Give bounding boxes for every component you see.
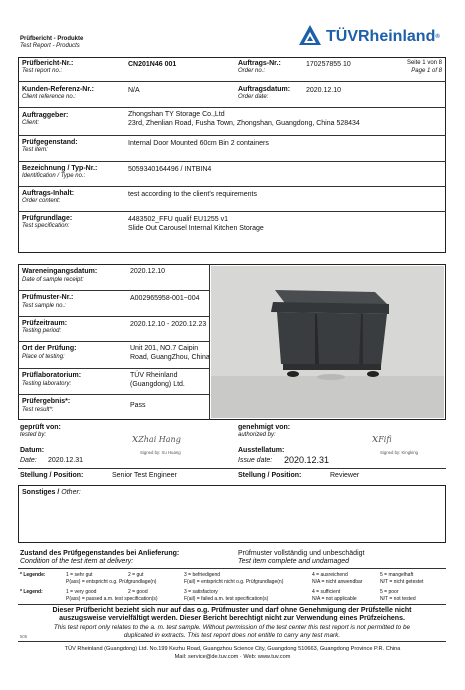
legend-item: 4 = sufficient <box>312 589 341 595</box>
legend-item: 3 = satisfactory <box>184 589 218 595</box>
place-value-2: Road, GuangZhou, China <box>130 354 210 361</box>
legend-item: 2 = gut <box>128 572 144 578</box>
legend-item: F(ail) = entspricht nicht o.g. Prüfgrundlage(n) <box>184 579 284 585</box>
legend-label-de: * Legende: <box>20 572 46 578</box>
tested-by-label: geprüft von: <box>20 424 61 431</box>
title-en: Test Report - Products <box>20 43 80 49</box>
legend-item: N/A = not applicable <box>312 596 357 602</box>
order-date-value: 2020.12.10 <box>306 87 342 94</box>
footer-address: TÜV Rheinland (Guangdong) Ltd. No.199 Kezhu Road, Guangzhou Science City, Guangdong 510663, Guangdong Province P.R. China <box>64 646 401 652</box>
disclaimer-de-2: auszugsweise vervielfältigt werden. Dieser Bericht berechtigt nicht zur Verwendung eines Prüfzeichens. <box>59 615 405 622</box>
sample-label-en: Test sample no.: <box>22 303 66 309</box>
authorized-signature: xFifi <box>372 432 392 445</box>
order-no-value: 170257855 10 <box>306 61 351 68</box>
authorized-by-label-en: authorized by: <box>238 432 276 438</box>
issue-date-label: Ausstellatum: <box>238 447 285 454</box>
client-address: 23rd, Zhenlian Road, Fusha Town, Zhongshan, Guangdong, China 528434 <box>128 120 360 127</box>
ident-value: 5059340164496 / INTBIN4 <box>128 166 212 173</box>
issue-date-label-en: Issue date: <box>238 457 273 464</box>
legend-item: 5 = poor <box>380 589 399 595</box>
tested-signature: xZhai Hang <box>132 432 181 445</box>
date-value: 2020.12.31 <box>48 457 84 464</box>
disclaimer-en-1: This test report only relates to the a. m. test sample. Without permission of the test center this test report is not permitted to be <box>53 624 411 631</box>
spec-value-1: 4483502_FFU qualif EU1255 v1 <box>128 216 229 223</box>
issue-date-value: 2020.12.31 <box>284 455 330 465</box>
title-de: Prüfbericht - Produkte <box>20 36 84 42</box>
content-label: Auftrags-Inhalt: <box>22 190 75 197</box>
content-value: test according to the client's requirements <box>128 191 257 198</box>
receipt-label: Wareneingangsdatum: <box>22 268 98 275</box>
place-value-1: Unit 201, NO.7 Caipin <box>130 345 199 352</box>
legend-item: N/A = nicht anwendbar <box>312 579 363 585</box>
product-photo <box>211 266 444 418</box>
condition-label-en: Condition of the test item at delivery: <box>20 558 134 565</box>
disclaimer-en-2: duplicated in extracts. This test report does not entitle to carry any test mark. <box>123 632 341 639</box>
disclaimer-de-1: Dieser Prüfbericht bezieht sich nur auf das o.g. Prüfmuster und darf ohne Genehmigung der Prüfstelle nicht <box>52 607 412 614</box>
lab-label-en: Testing laboratory: <box>22 381 72 387</box>
form-code: 505 <box>20 634 28 639</box>
lab-value-1: TÜV Rheinland <box>130 372 178 379</box>
place-label: Ort der Prüfung: <box>22 345 77 352</box>
legend-item: 3 = befriedigend <box>184 572 221 578</box>
tested-signature-caption: Signed by: Xu Huang <box>140 450 181 455</box>
sample-label: Prüfmuster-Nr.: <box>22 294 74 301</box>
position-value-2: Reviewer <box>330 472 360 479</box>
content-label-en: Order content: <box>22 198 61 204</box>
period-value: 2020.12.10 - 2020.12.23 <box>130 321 207 328</box>
test-item-value: Internal Door Mounted 60cm Bin 2 containers <box>128 140 269 147</box>
test-item-label: Prüfgegenstand: <box>22 139 78 146</box>
test-item-label-en: Test item: <box>22 147 48 153</box>
position-value: Senior Test Engineer <box>112 472 177 479</box>
logo-text: TÜVRheinland® <box>326 28 440 45</box>
result-label-en: Test result*: <box>22 407 54 413</box>
receipt-value: 2020.12.10 <box>130 268 166 275</box>
legend-item: N/T = not tested <box>380 596 416 602</box>
legend-item: F(ail) = failed a.m. test specification(s) <box>184 596 269 602</box>
lab-label: Prüflaboratorium: <box>22 372 82 379</box>
legend-item: 1 = very good <box>66 589 97 595</box>
result-value: Pass <box>130 402 146 409</box>
place-label-en: Place of testing: <box>22 354 65 360</box>
period-label-en: Testing period: <box>22 328 62 334</box>
period-label: Prüfzeitraum: <box>22 320 68 327</box>
legend-item: P(ass) = passed a.m. test specification(s) <box>66 596 158 602</box>
legend-item: 2 = good <box>128 589 148 595</box>
report-no-value: CN201N46 001 <box>128 61 177 68</box>
spec-value-2: Slide Out Carousel Internal Kitchen Storage <box>128 225 264 232</box>
client-label-en: Client: <box>22 120 40 126</box>
tested-by-label-en: tested by: <box>20 432 47 438</box>
order-no-label-en: Order no.: <box>238 68 266 74</box>
lab-value-2: (Guangdong) Ltd. <box>130 381 185 388</box>
other-label: Sonstiges / Other: <box>22 489 81 496</box>
order-date-label: Auftragsdatum: <box>238 86 291 93</box>
result-label: Prüfergebnis*: <box>22 398 71 405</box>
authorized-signature-caption: Signed by: Kingking <box>380 450 418 455</box>
date-label-en: Date: <box>20 457 37 464</box>
footer-contact: Mail: service@de.tuv.com · Web: www.tuv.com <box>174 654 291 660</box>
report-no-label-en: Test report no.: <box>22 68 63 74</box>
legend-item: P(ass) = entspricht o.g. Prüfgrundlage(n) <box>66 579 157 585</box>
ident-label: Bezeichnung / Typ-Nr.: <box>22 165 98 172</box>
page-de: Seite 1 von 8 <box>406 60 442 66</box>
legend-item: 1 = sehr gut <box>66 572 93 578</box>
sample-value: A002965958-001~004 <box>130 295 200 302</box>
legend-item: 4 = ausreichend <box>312 572 348 578</box>
ident-label-en: Identification / Type no.: <box>22 173 86 179</box>
other-block-frame <box>18 485 446 543</box>
position-label-2: Stellung / Position: <box>238 472 302 479</box>
authorized-by-label: genehmigt von: <box>238 424 291 431</box>
spec-label-en: Test specification: <box>22 223 70 229</box>
legend-label-en: * Legend: <box>20 589 43 595</box>
date-label: Datum: <box>20 447 45 454</box>
client-ref-label: Kunden-Referenz-Nr.: <box>22 86 94 93</box>
spec-label: Prüfgrundlage: <box>22 215 73 222</box>
client-name: Zhongshan TY Storage Co.,Ltd <box>128 111 225 118</box>
legend-item: N/T = nicht getestet <box>380 579 424 585</box>
condition-value: Prüfmuster vollständig und unbeschädigt <box>238 550 365 557</box>
legend-item: 5 = mangelhaft <box>380 572 414 578</box>
page-en: Page 1 of 8 <box>411 68 442 74</box>
client-ref-value: N/A <box>128 87 140 94</box>
tuv-triangle-icon <box>298 24 322 46</box>
condition-value-en: Test item complete and undamaged <box>238 558 350 565</box>
position-label: Stellung / Position: <box>20 472 84 479</box>
report-no-label: Prüfbericht-Nr.: <box>22 60 74 67</box>
client-label: Auftraggeber: <box>22 112 69 119</box>
order-no-label: Auftrags-Nr.: <box>238 60 281 67</box>
client-ref-label-en: Client reference no.: <box>22 94 77 100</box>
order-date-label-en: Order date: <box>238 94 269 100</box>
condition-label: Zustand des Prüfgegenstandes bei Anlieferung: <box>20 550 180 557</box>
receipt-label-en: Date of sample receipt: <box>22 277 84 283</box>
